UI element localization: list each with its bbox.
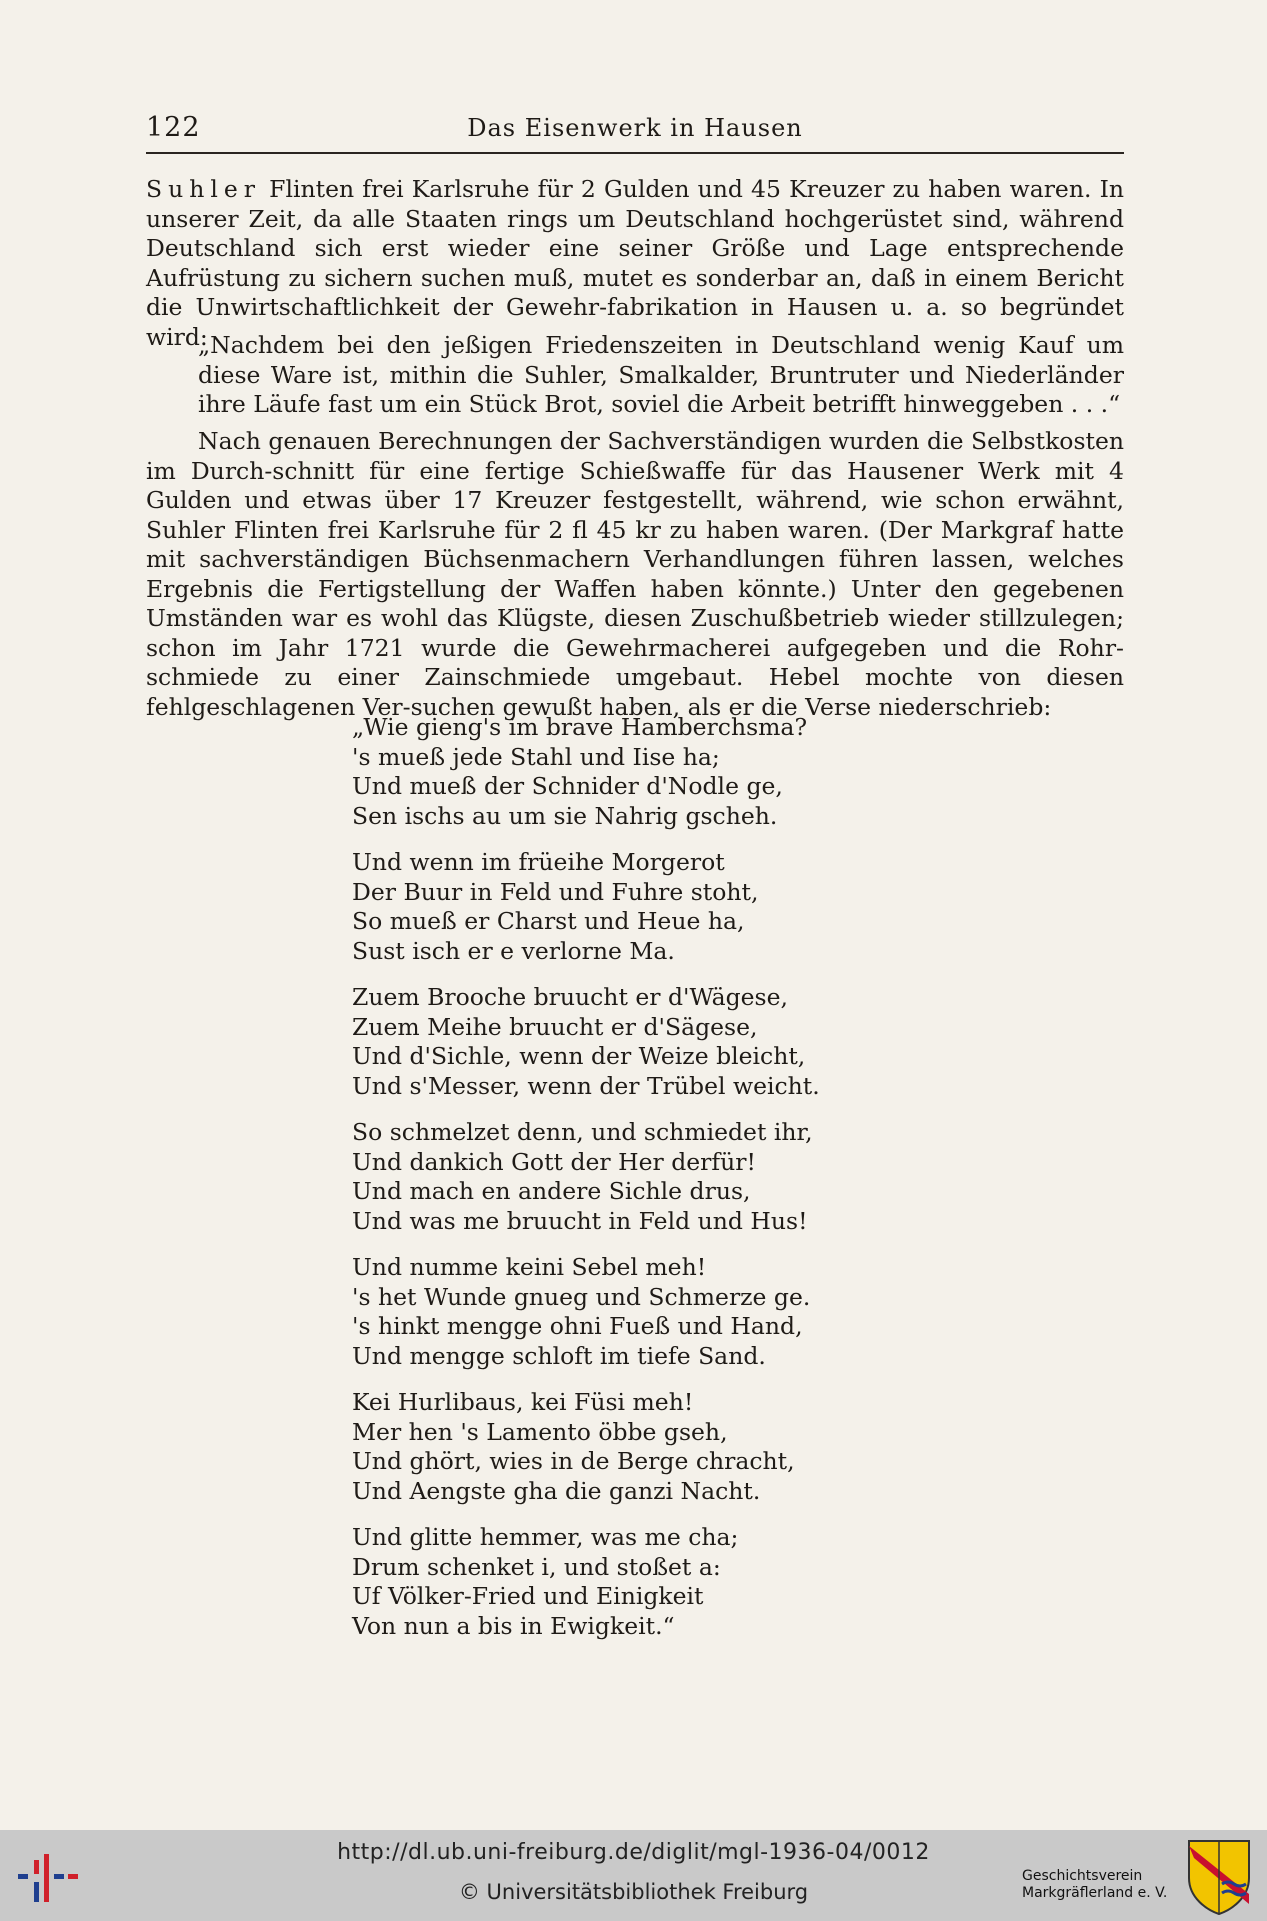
paragraph-2: Nach genauen Berechnungen der Sachverständigen wurden die Selbstkosten im Durch-schnitt für eine fertige Schießwaffe für das Hausener Werk mit 4 Gulden und etwas über 17 Kreuzer festgestellt, während, wie schon erwähnt, Suhler Flinten frei Karlsruhe für 2 fl 45 kr zu haben waren. (Der Markgraf hatte mit sachverständigen Büchsenmachern Verhandlungen führen lassen, welches Ergebnis die Fertigstellung der Waffen haben könnte.) Unter den gegebenen Umständen war es wohl das Klügste, diesen Zuschußbetrieb wieder stillzulegen; schon im Jahr 1721 wurde die Gewehrmacherei aufgegeben und die Rohr-schmiede zu einer Zainschmiede umgebaut. Hebel mochte von diesen fehlgeschlagenen Ver-suchen gewußt haben, als er die Verse niederschrieb: <box>146 427 1124 721</box>
poem-line: Zuem Brooche bruucht er d'Wägese, <box>352 983 788 1011</box>
poem-stanza <box>352 1523 912 1641</box>
poem-line: Uf Völker-Fried und Einigkeit <box>352 1582 704 1610</box>
poem-line: Und numme keini Sebel meh! <box>352 1253 707 1281</box>
poem-stanza <box>352 713 912 831</box>
poem-line: Und s'Messer, wenn der Trübel weicht. <box>352 1071 820 1100</box>
society-name <box>1022 1868 1172 1902</box>
paragraph-1 <box>146 175 1124 352</box>
poem-stanza <box>352 1118 912 1236</box>
running-title: Das Eisenwerk in Hausen <box>467 114 803 142</box>
page-header <box>146 108 1124 154</box>
poem-line: Zuem Meihe bruucht er d'Sägese, <box>352 1012 758 1041</box>
poem-line: Drum schenket i, und stoßet a: <box>352 1552 721 1581</box>
poem-stanza <box>352 1388 912 1506</box>
poem-line: Und ghört, wies in de Berge chracht, <box>352 1447 795 1475</box>
permalink-url[interactable]: http://dl.ub.uni-freiburg.de/diglit/mgl-1936-04/0012 <box>337 1840 930 1865</box>
poem-line: 's mueß jede Stahl und Iise ha; <box>352 742 720 771</box>
society-name-line-1: Geschichtsverein <box>1022 1868 1143 1884</box>
poem-line: Mer hen 's Lamento öbbe gseh, <box>352 1417 728 1446</box>
poem-stanza <box>352 983 912 1101</box>
poem-line: Und glitte hemmer, was me cha; <box>352 1523 739 1551</box>
poem-line: Der Buur in Feld und Fuhre stoht, <box>352 877 759 906</box>
poem <box>352 713 912 1658</box>
paragraph-1-text: Flinten frei Karlsruhe für 2 Gulden und 45 Kreuzer zu haben waren. In unserer Zeit, da alle Staaten rings um Deutschland hochgerüstet sind, während Deutschland sich erst wieder eine seiner Größe und Lage entsprechende Aufrüstung zu sichern suchen muß, mutet es sonderbar an, daß in einem Bericht die Unwirtschaftlichkeit der Gewehr-fabrikation in Hausen u. a. so begründet wird: <box>146 175 1124 351</box>
poem-line: Und dankich Gott der Her derfür! <box>352 1147 756 1176</box>
poem-line: So schmelzet denn, und schmiedet ihr, <box>352 1118 813 1146</box>
poem-line: Und Aengste gha die ganzi Nacht. <box>352 1476 761 1505</box>
poem-line: 's het Wunde gnueg und Schmerze ge. <box>352 1282 811 1311</box>
poem-line: Und mengge schloft im tiefe Sand. <box>352 1341 766 1370</box>
poem-line: Und d'Sichle, wenn der Weize bleicht, <box>352 1042 806 1070</box>
coat-of-arms-icon <box>1186 1838 1252 1916</box>
poem-line: 's hinkt mengge ohni Fueß und Hand, <box>352 1312 803 1340</box>
poem-stanza <box>352 848 912 966</box>
viewer-footer <box>0 1830 1267 1921</box>
poem-line: Sen ischs au um sie Nahrig gscheh. <box>352 801 778 830</box>
poem-line: Und wenn im früeihe Morgerot <box>352 848 725 876</box>
poem-line: Und mueß der Schnider d'Nodle ge, <box>352 772 783 800</box>
copyright-notice: © Universitätsbibliothek Freiburg <box>458 1880 809 1904</box>
poem-line: Von nun a bis in Ewigkeit.“ <box>352 1611 675 1640</box>
poem-line: Und was me bruucht in Feld und Hus! <box>352 1206 808 1235</box>
poem-line: „Wie gieng's im brave Hamberchsma? <box>352 713 808 741</box>
emphasized-word: Suhler <box>146 175 262 203</box>
poem-line: Sust isch er e verlorne Ma. <box>352 936 675 965</box>
poem-line: Und mach en andere Sichle drus, <box>352 1177 751 1205</box>
page-number: 122 <box>146 112 201 143</box>
poem-line: Kei Hurlibaus, kei Füsi meh! <box>352 1388 694 1416</box>
block-quote: „Nachdem bei den jeßigen Friedenszeiten in Deutschland wenig Kauf um diese Ware ist, mithin die Suhler, Smalkalder, Bruntruter und Niederländer ihre Läufe fast um ein Stück Brot, soviel die Arbeit betrifft hinweggeben . . .“ <box>198 331 1124 418</box>
society-name-line-2: Markgräflerland e. V. <box>1022 1885 1168 1901</box>
poem-stanza <box>352 1253 912 1371</box>
poem-line: So mueß er Charst und Heue ha, <box>352 907 745 935</box>
